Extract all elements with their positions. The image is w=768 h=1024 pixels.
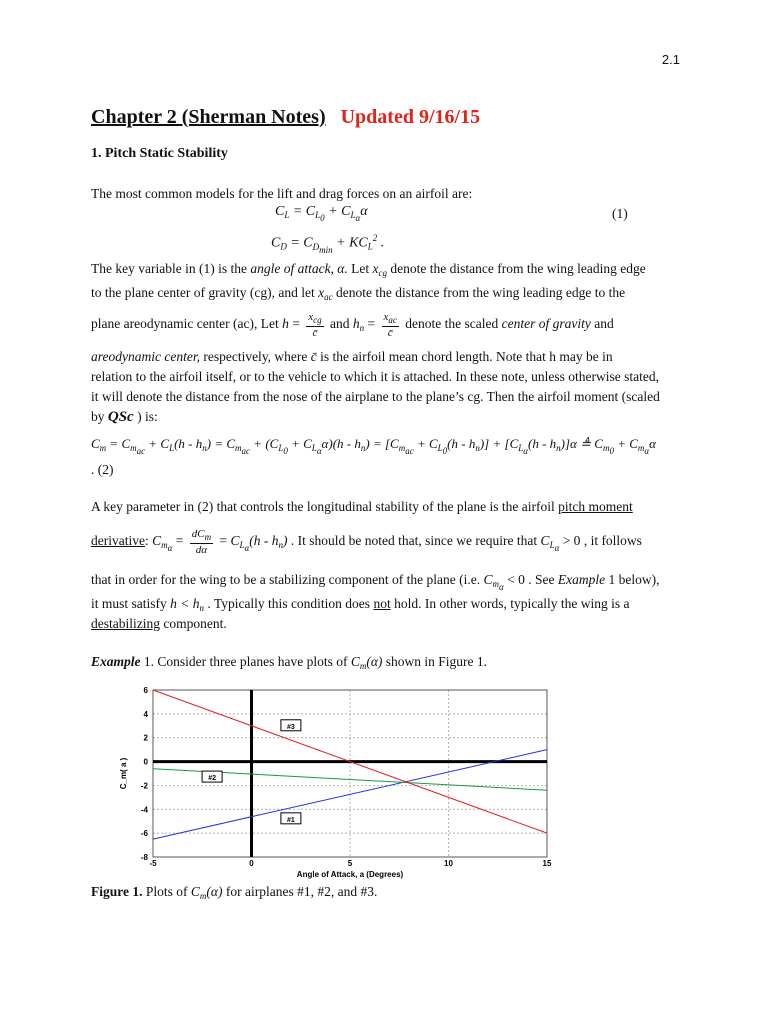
y-axis-label: C_m( a ) — [119, 757, 128, 790]
y-tick-label: 4 — [143, 709, 148, 719]
x-tick-label: 0 — [249, 859, 254, 868]
y-tick-label: 6 — [143, 686, 148, 695]
y-tick-label: -4 — [140, 805, 148, 815]
chapter-title: Chapter 2 (Sherman Notes) — [91, 106, 326, 128]
destabilizing-line: destabilizing component. — [91, 616, 227, 631]
x-tick-label: -5 — [149, 859, 157, 868]
y-tick-label: -6 — [140, 829, 148, 839]
must-satisfy-line: it must satisfy $h < h_n$ . Typically this condition does not hold. In other words, typically the wing is a — [91, 596, 630, 613]
x-tick-label: 10 — [444, 859, 453, 868]
chart-series — [153, 690, 547, 839]
example-line: Example 1. Consider three planes have plots of $C_m(\alpha)$ shown in Figure 1. — [91, 654, 488, 671]
x-axis-label: Angle of Attack, a (Degrees) — [296, 870, 404, 879]
y-tick-label: -8 — [140, 853, 148, 862]
y-tick-label: -2 — [140, 781, 148, 791]
equation-lift: $C_L = C_{L_0} + C_{L_\alpha}\alpha$ — [275, 204, 368, 223]
equation-drag: $C_D = C_{D_{min}} + KC_L^2$ . — [271, 233, 385, 255]
y-tick-label: 0 — [143, 757, 148, 767]
distance-line: to the plane center of gravity (cg), and let $x_{ac}$ denote the distance from the wing leading edge to the — [91, 285, 626, 302]
updated-note: Updated 9/16/15 — [340, 106, 481, 128]
equation-2-number: . (2) — [91, 462, 114, 477]
y-tick-label: 2 — [143, 733, 148, 743]
equation-1-number: (1) — [612, 206, 628, 221]
chapter-heading — [91, 106, 480, 129]
x-tick-label: 5 — [347, 859, 353, 868]
cm-alpha-chart — [100, 680, 570, 880]
chart-labels — [119, 686, 552, 879]
derivative-line: derivative: $C_{m_\alpha}$ = $\frac{dC_m}{d\alpha}$ = $C_{L_\alpha}(h - h_n)$ . It should be noted that, since we require that $C_{L_\alpha} > 0$ , it follows — [91, 528, 642, 556]
figure-caption: Figure 1. Plots of $C_m(\alpha)$ for airplanes #1, #2, and #3. — [91, 884, 378, 901]
key-parameter-line: A key parameter in (2) that controls the longitudinal stability of the plane is the airfoil pitch moment — [91, 499, 633, 514]
section-title: 1. Pitch Static Stability — [91, 146, 228, 161]
series-label-2: #2 — [208, 775, 216, 783]
equation-moment: $C_m = C_{m_{ac}} + C_L(h - h_n) = C_{m_{ac}} + (C_{L_0} + C_{L_\alpha}\alpha)(h - h_n) = [C_{m_{ac}} + C_{L_0}(h - h_n)] + [C_{L_\alpha}(h - h_n)]\alpha$ ≜ $C_{m_0} + C_{m_\alpha}\alpha$ — [91, 436, 656, 456]
series-label-3: #3 — [287, 723, 295, 731]
x-tick-label: 15 — [542, 859, 552, 868]
scaled-definition-line: plane areodynamic center (ac), Let h = $\frac{x_{cg}}{c̄}$ and $h_n$ = $\frac{x_{ac}}{c̄}$ denote the scaled center of gravity and — [91, 311, 614, 339]
scaled-by-line: by QSc ) is: — [91, 409, 158, 425]
stabilizing-line: that in order for the wing to be a stabilizing component of the plane (i.e. $C_{m_\alpha} < 0$ . See Example 1 below), — [91, 572, 660, 592]
series-label-1: #1 — [287, 816, 295, 824]
page-number: 2.1 — [661, 52, 680, 67]
intro-paragraph: The most common models for the lift and drag forces on an airfoil are: — [91, 186, 473, 201]
key-variable-line: The key variable in (1) is the angle of attack, α. Let $x_{cg}$ denote the distance from the wing leading edge — [91, 261, 646, 278]
relation-line: relation to the airfoil itself, or to the vehicle to which it is attached. In these note, unless otherwise stated, — [91, 369, 659, 384]
distance-nose-line: it will denote the distance from the nose of the airplane to the plane’s cg. Then the airfoil moment (scaled — [91, 389, 660, 404]
aero-center-line: areodynamic center, respectively, where c̄ is the airfoil mean chord length. Note that h may be in — [91, 349, 613, 364]
